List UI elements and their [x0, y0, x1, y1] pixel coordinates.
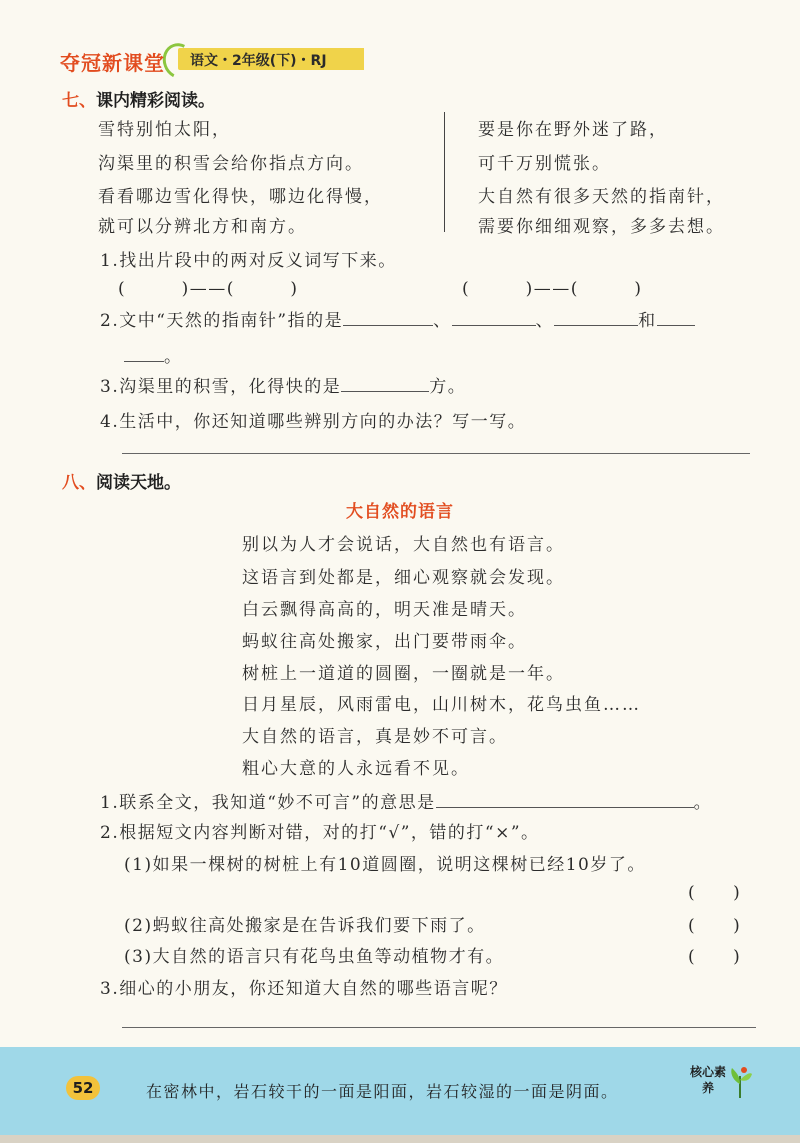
bottom-strip [0, 1135, 800, 1143]
poem-title: 大自然的语言 [346, 502, 454, 522]
period: 。 [693, 793, 713, 813]
passage-right-line: 要是你在野外迷了路， [478, 120, 668, 140]
poem-line: 树桩上一道道的圆圈，一圈就是一年。 [242, 664, 565, 684]
poem-line: 蚂蚁往高处搬家，出门要带雨伞。 [242, 632, 527, 652]
footer-tip: 在密林中，岩石较干的一面是阳面，岩石较湿的一面是阴面。 [146, 1082, 619, 1101]
section7-name: 课内精彩阅读。 [96, 91, 215, 111]
question-7-3-end: 方。 [429, 377, 467, 397]
separator: 、 [535, 311, 555, 331]
question-8-3: 3.细心的小朋友，你还知道大自然的哪些语言呢？ [100, 979, 508, 999]
question-8-1 [100, 788, 712, 813]
passage-right-line: 需要你细细观察，多多去想。 [478, 217, 725, 237]
poem-line: 白云飘得高高的，明天准是晴天。 [242, 600, 527, 620]
period: 。 [164, 347, 183, 367]
question-7-1: 1.找出片段中的两对反义词写下来。 [100, 251, 397, 271]
question-7-2-text: 2.文中“天然的指南针”指的是 [100, 311, 344, 331]
poem-line: 大自然的语言，真是妙不可言。 [242, 727, 508, 747]
subject-label: 语文・2年级(下)・RJ [190, 53, 327, 69]
section7-title [62, 86, 215, 111]
question-7-4: 4.生活中，你还知道哪些辨别方向的办法？写一写。 [100, 412, 527, 432]
section8-title [62, 468, 181, 493]
plant-icon [726, 1064, 754, 1098]
antonym-pair-2[interactable]: ( )——( ) [462, 279, 643, 299]
answer-blank[interactable] [554, 309, 638, 326]
poem-line: 别以为人才会说话，大自然也有语言。 [242, 535, 565, 555]
passage-left-line: 就可以分辨北方和南方。 [98, 217, 307, 237]
page-number: 52 [66, 1076, 100, 1100]
question-8-1-text: 1.联系全文，我知道“妙不可言”的意思是 [100, 793, 436, 813]
antonym-pair-1[interactable]: ( )——( ) [118, 279, 299, 299]
column-divider [444, 112, 445, 232]
question-8-2: 2.根据短文内容判断对错，对的打“√”，错的打“×”。 [100, 823, 540, 843]
judge-paren[interactable]: ( ) [688, 947, 742, 967]
answer-blank[interactable] [436, 791, 694, 808]
section8-name: 阅读天地。 [96, 473, 181, 493]
section8-number: 八、 [62, 473, 96, 493]
answer-blank[interactable] [124, 345, 164, 362]
and-word: 和 [638, 311, 657, 331]
question-7-3-text: 3.沟渠里的积雪，化得快的是 [100, 377, 342, 397]
passage-left-line: 看看哪边雪化得快，哪边化得慢， [98, 187, 383, 207]
poem-line: 日月星辰，风雨雷电，山川树木，花鸟虫鱼…… [242, 695, 641, 715]
answer-blank[interactable] [341, 375, 429, 392]
question-7-3 [100, 372, 466, 397]
answer-blank[interactable] [452, 309, 536, 326]
judge-item-3: (3)大自然的语言只有花鸟虫鱼等动植物才有。 [124, 947, 505, 967]
separator: 、 [433, 311, 452, 331]
judge-paren[interactable]: ( ) [688, 883, 742, 903]
answer-blank[interactable] [657, 309, 695, 326]
judge-item-2: (2)蚂蚁往高处搬家是在告诉我们要下雨了。 [124, 916, 486, 936]
passage-left-line: 雪特别怕太阳， [98, 120, 231, 140]
passage-right-line: 大自然有很多天然的指南针， [478, 187, 725, 207]
answer-line[interactable] [122, 453, 750, 454]
answer-line[interactable] [122, 1027, 756, 1028]
passage-right-line: 可千万别慌张。 [478, 154, 611, 174]
judge-item-1: (1)如果一棵树的树桩上有10道圆圈，说明这棵树已经10岁了。 [124, 855, 646, 875]
poem-line: 粗心大意的人永远看不见。 [242, 759, 470, 779]
answer-blank[interactable] [343, 309, 433, 326]
passage-left-line: 沟渠里的积雪会给你指点方向。 [98, 154, 364, 174]
question-7-2 [100, 306, 695, 331]
question-7-2-cont [124, 342, 183, 367]
brand-logo: 夺冠新课堂 [60, 51, 165, 75]
judge-paren[interactable]: ( ) [688, 916, 742, 936]
poem-line: 这语言到处都是，细心观察就会发现。 [242, 568, 565, 588]
core-literacy-label: 核心素养 [689, 1065, 726, 1095]
section7-number: 七、 [62, 91, 96, 111]
